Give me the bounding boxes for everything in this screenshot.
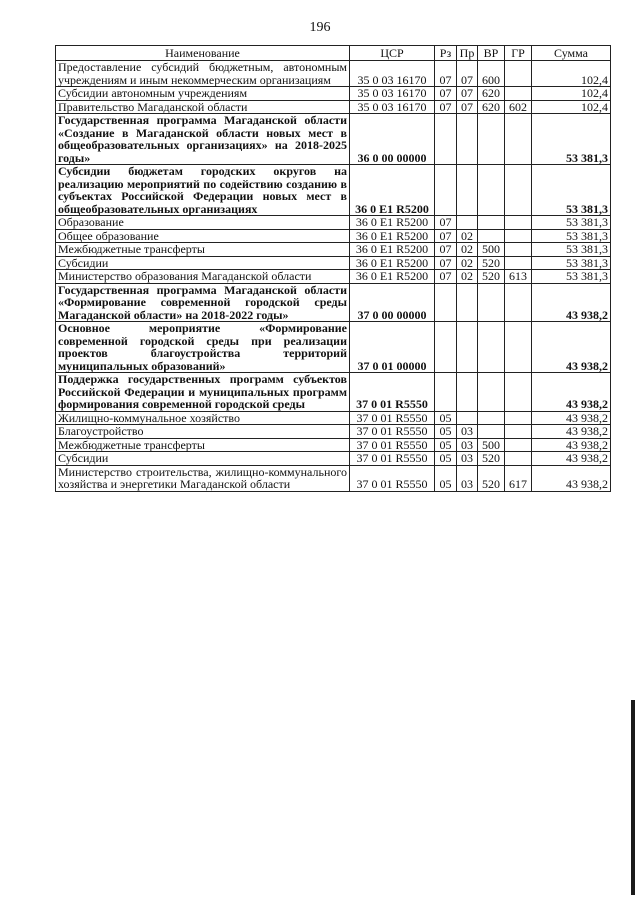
cell-pr: 02	[457, 256, 478, 270]
cell-vr: 620	[478, 87, 505, 101]
cell-csr: 37 0 01 R5550	[350, 425, 435, 439]
cell-sum: 43 938,2	[532, 411, 611, 425]
cell-csr: 37 0 01 00000	[350, 322, 435, 373]
cell-gr	[505, 425, 532, 439]
cell-gr	[505, 61, 532, 87]
cell-vr: 520	[478, 465, 505, 491]
cell-pr: 03	[457, 465, 478, 491]
cell-gr: 613	[505, 270, 532, 284]
cell-csr: 36 0 E1 R5200	[350, 243, 435, 257]
cell-gr	[505, 438, 532, 452]
cell-sum: 102,4	[532, 61, 611, 87]
cell-rz	[435, 322, 457, 373]
cell-name: Министерство образования Магаданской области	[56, 270, 350, 284]
cell-vr	[478, 322, 505, 373]
table-row	[56, 270, 611, 284]
cell-rz	[435, 283, 457, 322]
cell-sum: 43 938,2	[532, 452, 611, 466]
cell-gr	[505, 87, 532, 101]
cell-csr: 37 0 01 R5550	[350, 438, 435, 452]
cell-gr	[505, 452, 532, 466]
cell-gr	[505, 411, 532, 425]
cell-sum: 43 938,2	[532, 322, 611, 373]
cell-rz: 07	[435, 256, 457, 270]
cell-vr	[478, 411, 505, 425]
cell-sum: 102,4	[532, 100, 611, 114]
cell-vr	[478, 283, 505, 322]
header-gr: ГР	[505, 46, 532, 61]
cell-pr	[457, 216, 478, 230]
cell-pr	[457, 411, 478, 425]
cell-name: Межбюджетные трансферты	[56, 438, 350, 452]
cell-pr	[457, 322, 478, 373]
table-row	[56, 61, 611, 87]
cell-vr	[478, 425, 505, 439]
cell-name: Межбюджетные трансферты	[56, 243, 350, 257]
page-number: 196	[309, 20, 331, 35]
table-row	[56, 322, 611, 373]
cell-rz: 07	[435, 243, 457, 257]
cell-name: Образование	[56, 216, 350, 230]
cell-gr	[505, 165, 532, 216]
cell-csr: 37 0 01 R5550	[350, 411, 435, 425]
cell-vr: 600	[478, 61, 505, 87]
cell-name: Государственная программа Магаданской области «Формирование современной городской среды Магаданской области» на 2018-2022 годы»	[56, 283, 350, 322]
cell-pr: 07	[457, 61, 478, 87]
cell-vr	[478, 165, 505, 216]
cell-csr: 36 0 00 00000	[350, 114, 435, 165]
cell-gr	[505, 114, 532, 165]
table-row	[56, 465, 611, 491]
cell-rz: 05	[435, 452, 457, 466]
table-row	[56, 114, 611, 165]
cell-name: Благоустройство	[56, 425, 350, 439]
cell-csr: 37 0 00 00000	[350, 283, 435, 322]
cell-name: Жилищно-коммунальное хозяйство	[56, 411, 350, 425]
cell-pr: 03	[457, 425, 478, 439]
cell-sum: 53 381,3	[532, 270, 611, 284]
header-csr: ЦСР	[350, 46, 435, 61]
cell-sum: 53 381,3	[532, 229, 611, 243]
table-row	[56, 438, 611, 452]
cell-name: Правительство Магаданской области	[56, 100, 350, 114]
budget-table	[55, 45, 611, 492]
cell-name: Субсидии	[56, 256, 350, 270]
cell-name: Государственная программа Магаданской области «Создание в Магаданской области новых мест в общеобразовательных организациях» на 2018-2025 годы»	[56, 114, 350, 165]
cell-name: Основное мероприятие «Формирование современной городской среды при реализации проектов благоустройства территорий муниципальных образований»	[56, 322, 350, 373]
cell-rz: 05	[435, 438, 457, 452]
cell-vr: 500	[478, 243, 505, 257]
cell-gr	[505, 256, 532, 270]
cell-vr: 520	[478, 452, 505, 466]
cell-name: Поддержка государственных программ субъектов Российской Федерации и муниципальных программ формирования современной городской среды	[56, 373, 350, 412]
cell-pr	[457, 114, 478, 165]
cell-sum: 53 381,3	[532, 216, 611, 230]
cell-name: Предоставление субсидий бюджетным, автономным учреждениям и иным некоммерческим организациям	[56, 61, 350, 87]
cell-sum: 43 938,2	[532, 283, 611, 322]
cell-csr: 35 0 03 16170	[350, 61, 435, 87]
header-pr: Пр	[457, 46, 478, 61]
cell-vr	[478, 373, 505, 412]
cell-sum: 43 938,2	[532, 373, 611, 412]
table-row	[56, 425, 611, 439]
cell-name: Министерство строительства, жилищно-коммунального хозяйства и энергетики Магаданской области	[56, 465, 350, 491]
cell-gr	[505, 243, 532, 257]
table-row	[56, 283, 611, 322]
cell-name: Субсидии	[56, 452, 350, 466]
cell-sum: 102,4	[532, 87, 611, 101]
cell-csr: 36 0 E1 R5200	[350, 256, 435, 270]
cell-vr: 620	[478, 100, 505, 114]
cell-gr	[505, 283, 532, 322]
header-rz: Рз	[435, 46, 457, 61]
cell-rz: 07	[435, 229, 457, 243]
cell-csr: 35 0 03 16170	[350, 87, 435, 101]
table-row	[56, 229, 611, 243]
cell-gr	[505, 229, 532, 243]
cell-pr	[457, 373, 478, 412]
cell-sum: 53 381,3	[532, 165, 611, 216]
cell-sum: 43 938,2	[532, 438, 611, 452]
table-row	[56, 452, 611, 466]
cell-rz: 07	[435, 61, 457, 87]
cell-sum: 53 381,3	[532, 256, 611, 270]
cell-gr	[505, 373, 532, 412]
table-row	[56, 87, 611, 101]
cell-pr: 07	[457, 87, 478, 101]
table-row	[56, 411, 611, 425]
cell-sum: 43 938,2	[532, 465, 611, 491]
cell-pr: 03	[457, 438, 478, 452]
table-row	[56, 165, 611, 216]
cell-name: Субсидии бюджетам городских округов на реализацию мероприятий по содействию созданию в субъектах Российской Федерации новых мест в общеобразовательных организациях	[56, 165, 350, 216]
cell-pr: 02	[457, 270, 478, 284]
cell-pr: 02	[457, 243, 478, 257]
cell-pr	[457, 165, 478, 216]
cell-gr: 617	[505, 465, 532, 491]
cell-csr: 36 0 E1 R5200	[350, 165, 435, 216]
cell-pr: 03	[457, 452, 478, 466]
cell-csr: 36 0 E1 R5200	[350, 229, 435, 243]
cell-rz	[435, 114, 457, 165]
table-row	[56, 373, 611, 412]
cell-rz	[435, 165, 457, 216]
table-body	[56, 61, 611, 492]
cell-rz: 07	[435, 270, 457, 284]
cell-pr: 07	[457, 100, 478, 114]
header-name: Наименование	[56, 46, 350, 61]
cell-rz: 07	[435, 216, 457, 230]
cell-csr: 37 0 01 R5550	[350, 452, 435, 466]
cell-vr: 520	[478, 270, 505, 284]
cell-vr: 520	[478, 256, 505, 270]
cell-sum: 43 938,2	[532, 425, 611, 439]
header-sum: Сумма	[532, 46, 611, 61]
table-row	[56, 216, 611, 230]
scan-edge-mark	[631, 700, 635, 895]
cell-csr: 36 0 E1 R5200	[350, 216, 435, 230]
table-row	[56, 243, 611, 257]
cell-rz: 05	[435, 411, 457, 425]
cell-csr: 37 0 01 R5550	[350, 373, 435, 412]
cell-rz: 05	[435, 465, 457, 491]
cell-vr	[478, 229, 505, 243]
cell-sum: 53 381,3	[532, 243, 611, 257]
cell-vr: 500	[478, 438, 505, 452]
cell-pr: 02	[457, 229, 478, 243]
cell-sum: 53 381,3	[532, 114, 611, 165]
cell-rz: 07	[435, 87, 457, 101]
cell-gr	[505, 322, 532, 373]
table-row	[56, 100, 611, 114]
table-row	[56, 256, 611, 270]
cell-csr: 37 0 01 R5550	[350, 465, 435, 491]
cell-name: Субсидии автономным учреждениям	[56, 87, 350, 101]
cell-vr	[478, 216, 505, 230]
cell-name: Общее образование	[56, 229, 350, 243]
cell-rz: 07	[435, 100, 457, 114]
cell-csr: 36 0 E1 R5200	[350, 270, 435, 284]
cell-rz: 05	[435, 425, 457, 439]
table-header-row	[56, 46, 611, 61]
cell-rz	[435, 373, 457, 412]
cell-gr	[505, 216, 532, 230]
cell-gr: 602	[505, 100, 532, 114]
cell-csr: 35 0 03 16170	[350, 100, 435, 114]
cell-vr	[478, 114, 505, 165]
header-vr: ВР	[478, 46, 505, 61]
cell-pr	[457, 283, 478, 322]
